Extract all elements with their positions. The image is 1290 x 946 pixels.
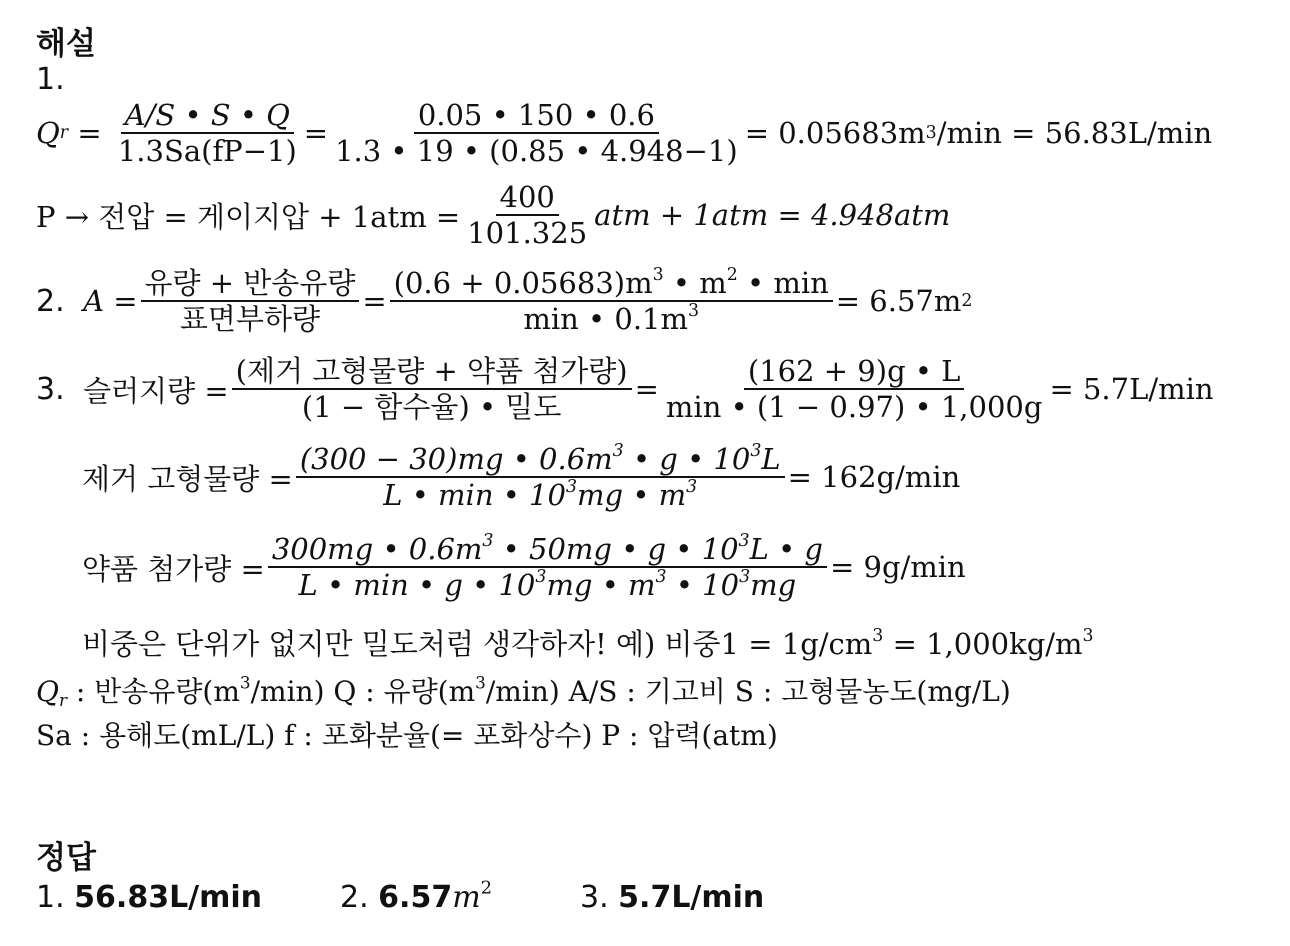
legend-text: /min) Q : 유량(m: [250, 675, 476, 708]
item-3-equation: 3. 슬러지량 = $\frac{\text{(제거 고형물량 + 약품 첨가량)}}{\text{(1 − 함수율) • 밀도}}$ = $\frac{(162 + 9)g • L}{\min • (1 - 0.97) • 1,000g}$ = 5.7L/min: [36, 354, 1214, 425]
pressure-lhs: P → 전압 = 게이지압 + 1atm =: [36, 199, 461, 234]
fraction-numerator: (제거 고형물량 + 약품 첨가량): [232, 356, 632, 390]
fraction-numerator: $(0.6 + 0.05683)m^3$ • $m^2$ • min: [390, 268, 833, 302]
answer-2-label: 2.: [340, 880, 369, 915]
answer-2: [340, 877, 493, 915]
sludge-fraction-words: [232, 356, 632, 423]
fraction-denominator: 101.325: [467, 216, 588, 251]
note-text: 비중은 단위가 없지만 밀도처럼 생각하자! 예) 비중1 = 1g/cm: [82, 627, 873, 661]
explanation-heading: 해설: [36, 26, 96, 62]
area-fraction-values: [390, 264, 833, 337]
legend-sup: 3: [475, 672, 486, 693]
item-1-equation: Q r = $\frac{A/S • S • Q}{1.3Sa(fP-1)}$ = $\frac{0.05 • 150 • 0.6}{1.3 • 19 • (0.85 • 4.948-1)}$ = 0.05683m 3 /min = 56.83L/min: [36, 98, 1213, 169]
note-sup-tail: 3: [1082, 625, 1094, 646]
answer-1-value: 56.83L/min: [74, 880, 263, 915]
legend-text: : 반송유량(m: [67, 675, 240, 708]
item-2-label: 2.: [36, 283, 65, 319]
chemical-addition-equation: [82, 530, 966, 603]
note-text-tail: = 1,000kg/m: [883, 627, 1083, 661]
answer-3-label: 3.: [580, 880, 609, 915]
fraction-denominator: min • (1 − 0.97) • 1,000g: [665, 390, 1043, 425]
fraction-denominator: L • min • g • $10^3mg$ • $m^3$ • $10^3mg$: [298, 567, 797, 603]
fraction-values: [331, 100, 742, 167]
removed-fraction: [296, 440, 785, 513]
sludge-fraction-values: [662, 356, 1047, 423]
chem-lhs: 약품 첨가량 =: [82, 551, 265, 586]
fraction-numerator: 유량 + 반송유량: [141, 268, 360, 302]
qr-symbol: Q: [36, 116, 60, 151]
fraction-numerator: 300mg • $0.6m^3$ • 50mg • g • $10^3L$ • g: [268, 534, 827, 568]
pressure-equation: [36, 182, 950, 249]
legend-qr-sub: r: [58, 690, 67, 711]
item-1-label: 1.: [36, 62, 65, 97]
fraction-denominator: 1.3Sa(fP−1): [117, 134, 297, 169]
density-note: [82, 622, 1094, 663]
chem-result: = 9g/min: [829, 550, 966, 585]
legend-line-2: Sa : 용해도(mL/L) f : 포화분율(= 포화상수) P : 압력(atm): [36, 719, 778, 752]
legend-text: /min) A/S : 기고비 S : 고형물농도(mg/L): [485, 675, 1011, 708]
item-2-equation: 2. A = $\frac{\text{유량 + 반송유량}}{\text{표면부하량}}$ = $\frac{(0.6 + 0.05683)m^3 • m^2 • \min}{\min • 0.1m^3}$ = 6.57m 2: [36, 264, 973, 337]
legend-qr: Q: [36, 675, 59, 708]
fraction-denominator: 표면부하량: [179, 302, 320, 337]
pressure-rhs: atm + 1atm = 4.948atm: [594, 198, 951, 233]
area-fraction-words: [141, 268, 360, 335]
fraction-formula: [114, 100, 301, 167]
fraction-numerator: A/S • S • Q: [121, 100, 294, 134]
fraction-denominator: min • $0.1m^3$: [523, 301, 700, 337]
chem-fraction: [268, 530, 827, 603]
sludge-result: = 5.7L/min: [1049, 372, 1214, 407]
pressure-fraction: [463, 182, 591, 249]
area-lhs: A =: [83, 284, 138, 319]
fraction-numerator: (300 − 30)mg • $0.6m^3$ • g • $10^3L$: [296, 444, 785, 478]
answer-3: [580, 880, 764, 915]
note-sup: 3: [872, 625, 884, 646]
answer-2-unit: m: [452, 880, 481, 915]
result-tail: /min = 56.83L/min: [936, 116, 1213, 151]
fraction-numerator: (162 + 9)g • L: [744, 356, 965, 390]
fraction-numerator: 400: [496, 182, 559, 216]
area-result: = 6.57m: [835, 284, 962, 319]
answer-heading: 정답: [36, 840, 96, 876]
fraction-denominator: L • min • $10^3mg$ • $m^3$: [383, 477, 698, 513]
sludge-lhs: 슬러지량 =: [83, 373, 229, 408]
fraction-numerator: 0.05 • 150 • 0.6: [414, 100, 659, 134]
fraction-denominator: 1.3 • 19 • (0.85 • 4.948−1): [335, 134, 738, 169]
legend-line-1: [36, 670, 1011, 710]
answer-2-unit-sup: 2: [480, 877, 493, 899]
removed-lhs: 제거 고형물량 =: [82, 461, 293, 496]
answer-2-value: 6.57: [378, 880, 453, 915]
removed-solids-equation: [82, 440, 961, 513]
answer-1: [36, 880, 262, 915]
answer-1-label: 1.: [36, 880, 65, 915]
fraction-denominator: (1 − 함수율) • 밀도: [301, 390, 562, 425]
item-3-label: 3.: [36, 371, 65, 407]
answer-3-value: 5.7L/min: [618, 880, 765, 915]
legend-sup: 3: [239, 672, 251, 693]
removed-result: = 162g/min: [787, 460, 961, 495]
result-value: 0.05683m: [778, 116, 926, 151]
